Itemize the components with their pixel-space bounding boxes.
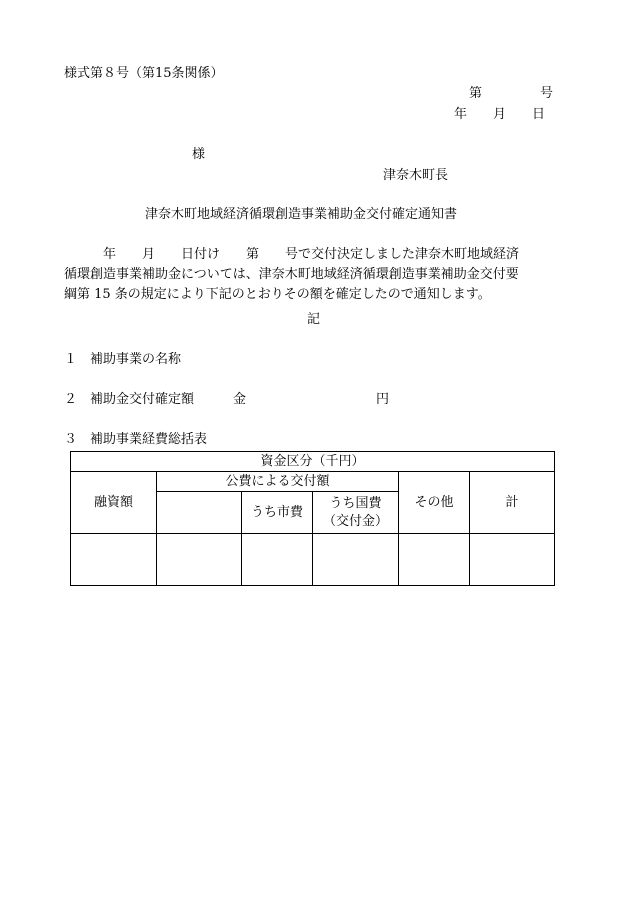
body-line-2: 循環創造事業補助金については、津奈木町地域経済循環創造事業補助金交付要 [64, 267, 519, 282]
ki-heading: 記 [307, 312, 321, 327]
form-number: 様式第８号（第15条関係） [64, 66, 224, 81]
header-funds: 資金区分（千円） [71, 452, 555, 472]
cell-national[interactable] [313, 534, 399, 586]
header-other: その他 [399, 472, 470, 534]
cell-other[interactable] [399, 534, 470, 586]
header-financing: 融資額 [71, 472, 157, 534]
table-row [71, 534, 555, 586]
header-national [313, 492, 399, 534]
body-text [64, 245, 564, 305]
cell-city[interactable] [242, 534, 313, 586]
header-public: 公費による交付額 [157, 472, 399, 492]
expense-summary-table [70, 451, 555, 586]
header-city: うち市費 [242, 492, 313, 534]
cell-total[interactable] [470, 534, 555, 586]
table-row [71, 472, 555, 492]
header-national-line1: うち国費 [329, 495, 382, 511]
cell-public[interactable] [157, 534, 242, 586]
header-national-line2: （交付金） [322, 513, 388, 529]
recipient: 様 [192, 147, 206, 162]
document-number-prefix: 第 [469, 86, 483, 101]
document-title: 津奈木町地域経済循環創造事業補助金交付確定通知書 [145, 207, 458, 222]
item-project-name: １ 補助事業の名称 [64, 352, 182, 367]
document-number-suffix: 号 [540, 86, 554, 101]
body-line-1: 年 月 日付け 第 号で交付決定しました津奈木町地域経済 [64, 247, 520, 262]
cell-financing[interactable] [71, 534, 157, 586]
item-expense-summary: ３ 補助事業経費総括表 [64, 432, 208, 447]
date-line: 年 月 日 [454, 107, 546, 122]
header-public-blank [157, 492, 242, 534]
header-total: 計 [470, 472, 555, 534]
item-confirmed-amount: ２ 補助金交付確定額 金 円 [64, 392, 390, 407]
table-row [71, 452, 555, 472]
sender: 津奈木町長 [383, 168, 449, 183]
body-line-3: 綱第 15 条の規定により下記のとおりその額を確定したので通知します。 [64, 287, 491, 302]
